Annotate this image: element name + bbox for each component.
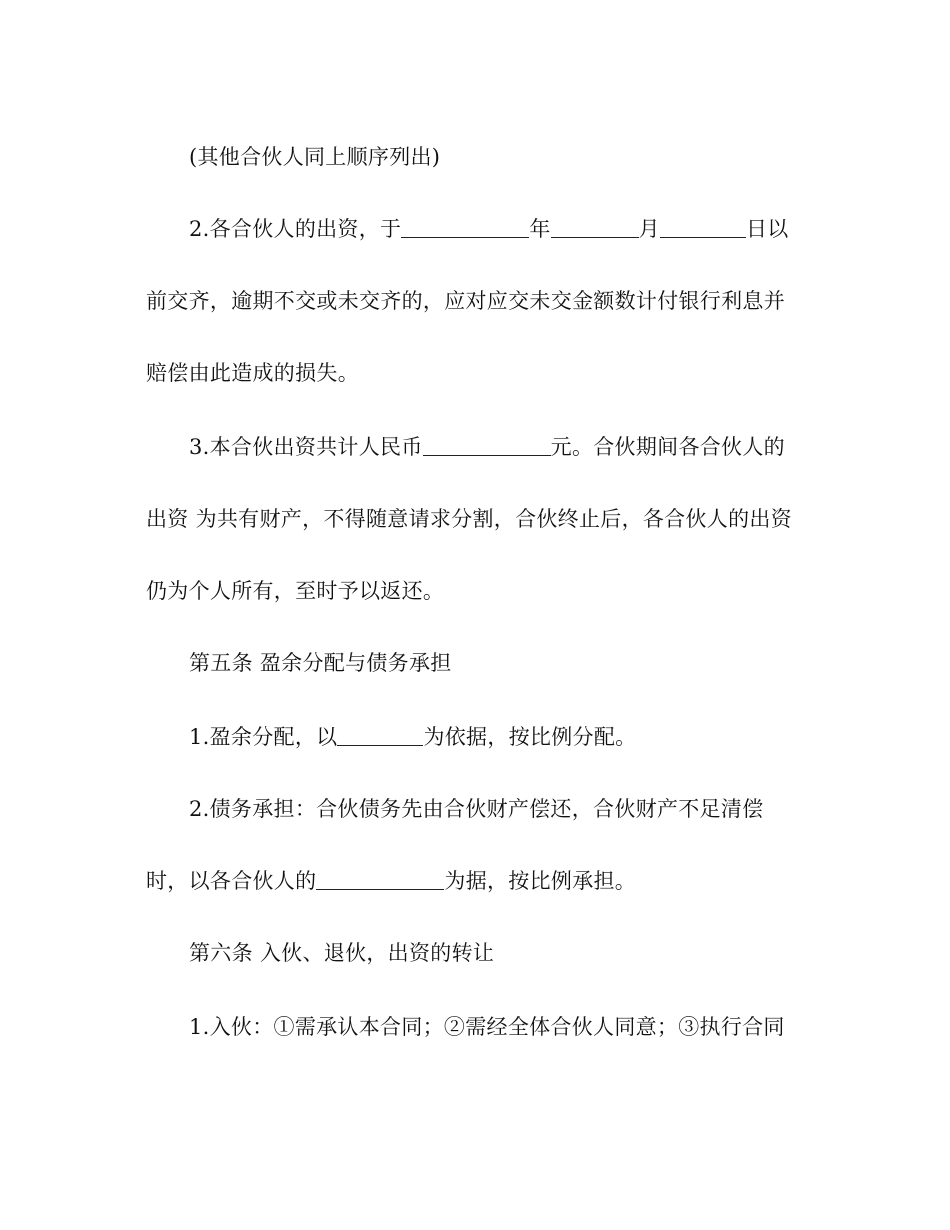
paragraph-total-contribution-line1 bbox=[0, 432, 950, 462]
amount-blank bbox=[423, 433, 551, 456]
paragraph-text: 为依据，按比例分配。 bbox=[423, 725, 637, 749]
day-blank bbox=[660, 215, 746, 238]
paragraph-total-contribution-line2 bbox=[0, 504, 950, 534]
month-label: 月 bbox=[638, 217, 660, 241]
paragraph-text: 3.本合伙出资共计人民币 bbox=[189, 435, 423, 459]
paragraph-text: 前交齐，逾期不交或未交齐的，应对应交未交金额数计付银行利息并 bbox=[146, 289, 785, 313]
paragraph-profit-distribution bbox=[0, 722, 950, 752]
year-label: 年 bbox=[529, 217, 551, 241]
paragraph-contribution-deadline-line3 bbox=[0, 358, 950, 388]
paragraph-total-contribution-line3 bbox=[0, 576, 950, 606]
paragraph-text: 2.债务承担：合伙债务先由合伙财产偿还，合伙财产不足清偿 bbox=[189, 797, 764, 821]
paragraph-text: 1.入伙：①需承认本合同；②需经全体合伙人同意；③执行合同 bbox=[189, 1015, 785, 1039]
paragraph-text: 出资 为共有财产，不得随意请求分割，合伙终止后，各合伙人的出资 bbox=[146, 507, 792, 531]
article-5-heading bbox=[0, 648, 950, 678]
article-heading-text: 第五条 盈余分配与债务承担 bbox=[189, 651, 452, 675]
paragraph-text: 元。合伙期间各合伙人的 bbox=[550, 435, 785, 459]
paragraph-text: 时，以各合伙人的 bbox=[146, 869, 317, 893]
paragraph-text: 日以 bbox=[745, 217, 789, 241]
paragraph-text: 赔偿由此造成的损失。 bbox=[146, 361, 359, 385]
article-6-heading bbox=[0, 938, 950, 968]
paragraph-text: 为据，按比例承担。 bbox=[444, 869, 637, 893]
paragraph-contribution-deadline-line1 bbox=[0, 214, 950, 244]
paragraph-contribution-deadline-line2 bbox=[0, 286, 950, 316]
paragraph-debt-line1 bbox=[0, 794, 950, 824]
paragraph-text: 1.盈余分配，以 bbox=[189, 725, 338, 749]
debt-basis-blank bbox=[316, 867, 444, 890]
paragraph-text: 2.各合伙人的出资，于 bbox=[189, 217, 402, 241]
year-blank bbox=[401, 215, 529, 238]
paragraph-other-partners bbox=[0, 142, 950, 172]
article-heading-text: 第六条 入伙、退伙，出资的转让 bbox=[189, 941, 495, 965]
paragraph-text: (其他合伙人同上顺序列出) bbox=[189, 145, 441, 169]
basis-blank bbox=[337, 723, 423, 746]
paragraph-text: 仍为个人所有，至时予以返还。 bbox=[146, 579, 445, 603]
paragraph-admission bbox=[0, 1012, 950, 1042]
paragraph-debt-line2 bbox=[0, 866, 950, 896]
month-blank bbox=[551, 215, 639, 238]
